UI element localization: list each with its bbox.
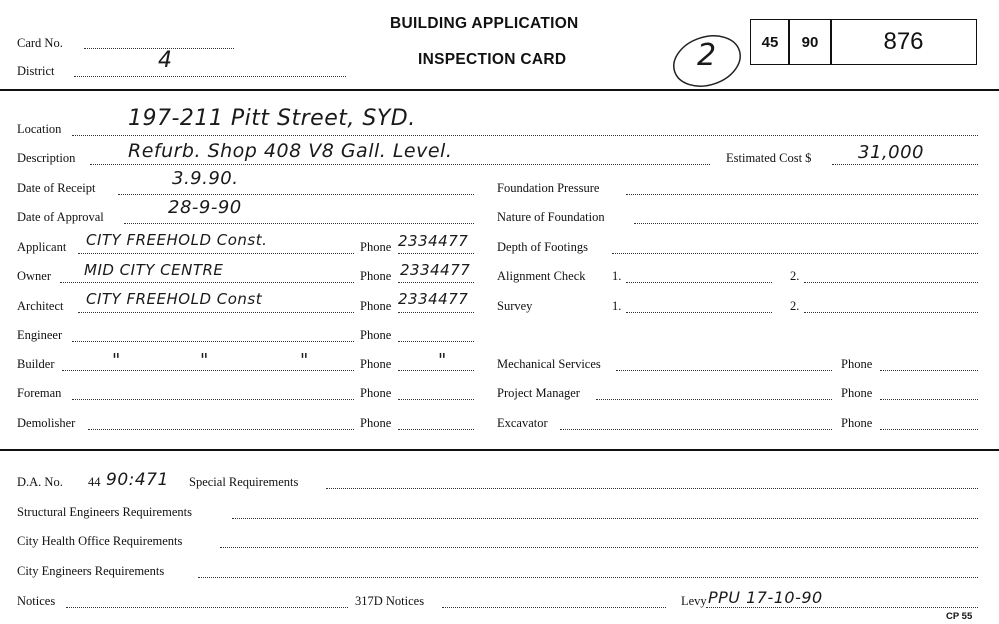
- applicant-value: CITY FREEHOLD Const.: [86, 231, 268, 249]
- title-line-1: BUILDING APPLICATION: [390, 15, 579, 32]
- date-receipt-line[interactable]: [118, 194, 474, 195]
- date-approval-value: 28-9-90: [168, 197, 242, 218]
- architect-label: Architect: [17, 299, 64, 313]
- owner-phone-line[interactable]: [398, 282, 474, 283]
- box-b: [788, 19, 832, 65]
- form-code: CP 55: [946, 611, 973, 622]
- builder-phone-value: ": [438, 350, 447, 371]
- architect-phone-label: Phone: [360, 299, 392, 313]
- mechanical-phone-line[interactable]: [880, 370, 978, 371]
- owner-phone-label: Phone: [360, 269, 392, 283]
- nature-foundation-label: Nature of Foundation: [497, 210, 605, 224]
- alignment-check-label: Alignment Check: [497, 269, 586, 283]
- owner-phone-value: 2334477: [400, 261, 471, 279]
- project-manager-phone-label: Phone: [841, 386, 873, 400]
- city-health-label: City Health Office Requirements: [17, 534, 183, 548]
- district-label: District: [17, 64, 55, 78]
- foreman-line[interactable]: [72, 399, 354, 400]
- project-manager-line[interactable]: [596, 399, 832, 400]
- owner-value: MID CITY CENTRE: [84, 261, 224, 279]
- excavator-label: Excavator: [497, 416, 548, 430]
- box-b-value: 90: [801, 33, 819, 51]
- district-line[interactable]: [74, 76, 346, 77]
- date-approval-label: Date of Approval: [17, 210, 104, 224]
- levy-value: PPU 17-10-90: [708, 588, 823, 607]
- owner-line[interactable]: [60, 282, 354, 283]
- foundation-pressure-line[interactable]: [626, 194, 978, 195]
- special-requirements-label: Special Requirements: [189, 475, 299, 489]
- city-health-line[interactable]: [220, 547, 978, 548]
- alignment-check-1: 1.: [612, 269, 622, 283]
- date-receipt-value: 3.9.90.: [172, 168, 239, 189]
- district-value: 4: [158, 48, 173, 73]
- project-manager-label: Project Manager: [497, 386, 580, 400]
- builder-ditto-2: ": [200, 350, 209, 371]
- notices-line[interactable]: [66, 607, 348, 608]
- alignment-check-2-line[interactable]: [804, 282, 978, 283]
- structural-line[interactable]: [232, 518, 978, 519]
- description-value: Refurb. Shop 408 V8 Gall. Level.: [128, 140, 453, 162]
- architect-phone-value: 2334477: [398, 290, 469, 308]
- lower-divider: [0, 449, 999, 451]
- estimated-cost-label: Estimated Cost $: [726, 151, 812, 165]
- box-a: [750, 19, 790, 65]
- applicant-line[interactable]: [78, 253, 354, 254]
- title-line-2: INSPECTION CARD: [418, 51, 567, 68]
- foundation-pressure-label: Foundation Pressure: [497, 181, 600, 195]
- survey-1: 1.: [612, 299, 622, 313]
- special-requirements-line[interactable]: [326, 488, 978, 489]
- mechanical-phone-label: Phone: [841, 357, 873, 371]
- applicant-phone-value: 2334477: [398, 232, 469, 250]
- architect-line[interactable]: [78, 312, 354, 313]
- builder-phone-label: Phone: [360, 357, 392, 371]
- survey-1-line[interactable]: [626, 312, 772, 313]
- mechanical-label: Mechanical Services: [497, 357, 601, 371]
- depth-footings-label: Depth of Footings: [497, 240, 588, 254]
- estimated-cost-line[interactable]: [832, 164, 978, 165]
- builder-ditto-1: ": [112, 350, 121, 371]
- owner-label: Owner: [17, 269, 52, 283]
- mechanical-line[interactable]: [616, 370, 832, 371]
- builder-ditto-3: ": [300, 350, 309, 371]
- demolisher-phone-line[interactable]: [398, 429, 474, 430]
- builder-label: Builder: [17, 357, 55, 371]
- card-no-label: Card No.: [17, 36, 63, 50]
- 317d-notices-label: 317D Notices: [355, 594, 425, 608]
- da-value: 90:471: [106, 470, 169, 490]
- box-number: [830, 19, 977, 65]
- project-manager-phone-line[interactable]: [880, 399, 978, 400]
- foreman-phone-label: Phone: [360, 386, 392, 400]
- levy-line[interactable]: [706, 607, 978, 608]
- applicant-label: Applicant: [17, 240, 67, 254]
- description-label: Description: [17, 151, 76, 165]
- notices-label: Notices: [17, 594, 56, 608]
- engineer-phone-line[interactable]: [398, 341, 474, 342]
- box-number-value: 876: [883, 28, 924, 55]
- applicant-phone-label: Phone: [360, 240, 392, 254]
- survey-label: Survey: [497, 299, 533, 313]
- excavator-line[interactable]: [560, 429, 832, 430]
- excavator-phone-label: Phone: [841, 416, 873, 430]
- engineer-line[interactable]: [72, 341, 354, 342]
- alignment-check-1-line[interactable]: [626, 282, 772, 283]
- engineer-phone-label: Phone: [360, 328, 392, 342]
- location-line[interactable]: [72, 135, 978, 136]
- architect-phone-line[interactable]: [398, 312, 474, 313]
- estimated-cost-value: 31,000: [858, 142, 924, 163]
- city-engineers-line[interactable]: [198, 577, 978, 578]
- da-label: D.A. No.: [17, 475, 63, 489]
- box-a-value: 45: [761, 33, 779, 51]
- structural-label: Structural Engineers Requirements: [17, 505, 192, 519]
- demolisher-label: Demolisher: [17, 416, 76, 430]
- circled-number: 2: [697, 38, 717, 73]
- builder-phone-line[interactable]: [398, 370, 474, 371]
- demolisher-line[interactable]: [88, 429, 354, 430]
- location-value: 197-211 Pitt Street, SYD.: [128, 106, 416, 131]
- foreman-phone-line[interactable]: [398, 399, 474, 400]
- excavator-phone-line[interactable]: [880, 429, 978, 430]
- engineer-label: Engineer: [17, 328, 63, 342]
- depth-footings-line[interactable]: [612, 253, 978, 254]
- architect-value: CITY FREEHOLD Const: [86, 290, 263, 308]
- survey-2: 2.: [790, 299, 800, 313]
- survey-2-line[interactable]: [804, 312, 978, 313]
- date-approval-line[interactable]: [124, 223, 474, 224]
- description-line[interactable]: [90, 164, 710, 165]
- nature-foundation-line[interactable]: [634, 223, 978, 224]
- 317d-notices-line[interactable]: [442, 607, 666, 608]
- applicant-phone-line[interactable]: [398, 253, 474, 254]
- da-prefix: 44: [88, 475, 101, 489]
- demolisher-phone-label: Phone: [360, 416, 392, 430]
- date-receipt-label: Date of Receipt: [17, 181, 96, 195]
- alignment-check-2: 2.: [790, 269, 800, 283]
- location-label: Location: [17, 122, 62, 136]
- foreman-label: Foreman: [17, 386, 62, 400]
- city-engineers-label: City Engineers Requirements: [17, 564, 165, 578]
- levy-label: Levy: [681, 594, 707, 608]
- header-divider: [0, 89, 999, 91]
